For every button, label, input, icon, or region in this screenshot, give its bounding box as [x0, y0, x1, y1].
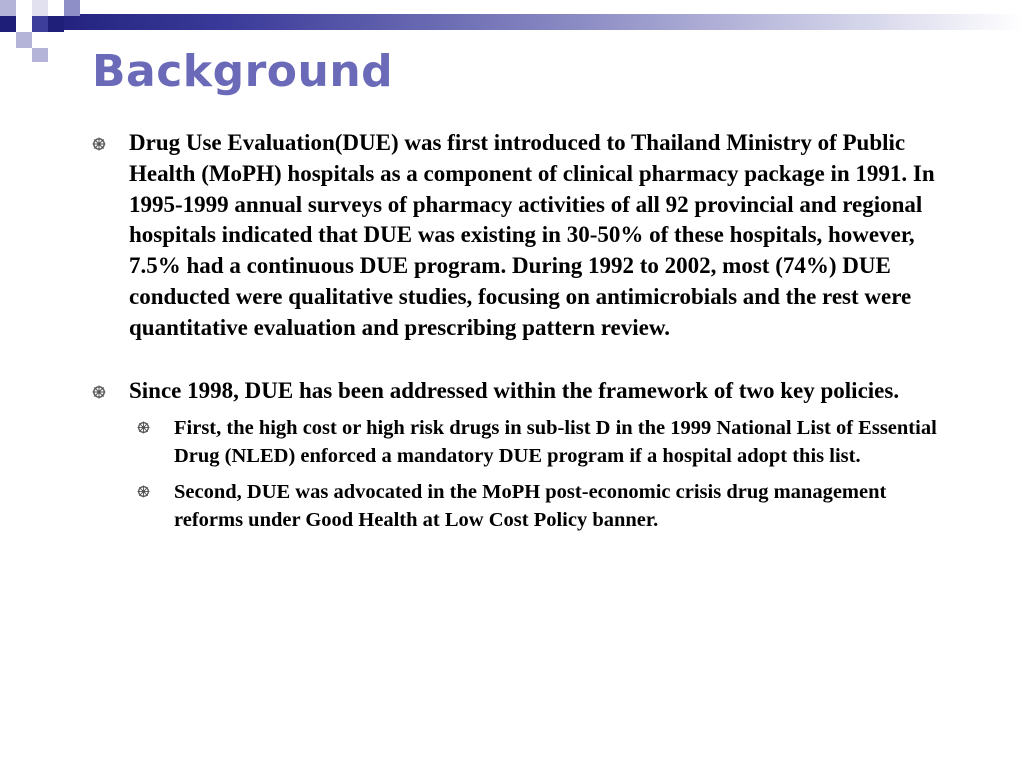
- bullet-text: Drug Use Evaluation(DUE) was first introduced to Thailand Ministry of Public Health (MoPH) hospitals as a component of clinical pharmacy package in 1991. In 1995-1999 annual surveys of pharmacy activities of all 92 provincial and regional hospitals indicated that DUE was existing in 30-50% of these hospitals, however, 7.5% had a continuous DUE program. During 1992 to 2002, most (74%) DUE conducted were qualitative studies, focusing on antimicrobials and the rest were quantitative evaluation and prescribing pattern review.: [129, 130, 935, 340]
- decor-square: [0, 32, 16, 48]
- flower-bullet-icon: [137, 485, 150, 498]
- decor-square: [32, 32, 48, 48]
- decor-square: [0, 0, 16, 16]
- decor-square: [48, 0, 64, 16]
- sub-bullet-text: Second, DUE was advocated in the MoPH post-economic crisis drug management reforms under Good Health at Low Cost Policy banner.: [174, 481, 887, 532]
- bullet-list: [92, 128, 942, 534]
- decor-square: [32, 0, 48, 16]
- decor-square: [16, 0, 32, 16]
- slide-title: Background: [92, 46, 394, 97]
- bullet-item: [92, 376, 942, 407]
- decor-square: [32, 16, 48, 32]
- decor-square: [64, 0, 80, 16]
- header-gradient-bar: [30, 14, 1024, 30]
- sub-bullet-item: [137, 478, 942, 534]
- decor-square: [16, 32, 32, 48]
- bullet-text: Since 1998, DUE has been addressed within the framework of two key policies.: [129, 377, 900, 403]
- decor-square: [32, 48, 48, 62]
- decor-square: [48, 16, 64, 32]
- flower-bullet-icon: [92, 385, 106, 399]
- flower-bullet-icon: [92, 137, 106, 151]
- decor-square: [0, 16, 16, 32]
- bullet-item: [92, 128, 942, 344]
- flower-bullet-icon: [137, 421, 150, 434]
- decor-square: [16, 16, 32, 32]
- sub-bullet-text: First, the high cost or high risk drugs in sub-list D in the 1999 National List of Essential Drug (NLED) enforced a mandatory DUE program if a hospital adopt this list.: [174, 417, 937, 468]
- sub-bullet-item: [137, 414, 942, 470]
